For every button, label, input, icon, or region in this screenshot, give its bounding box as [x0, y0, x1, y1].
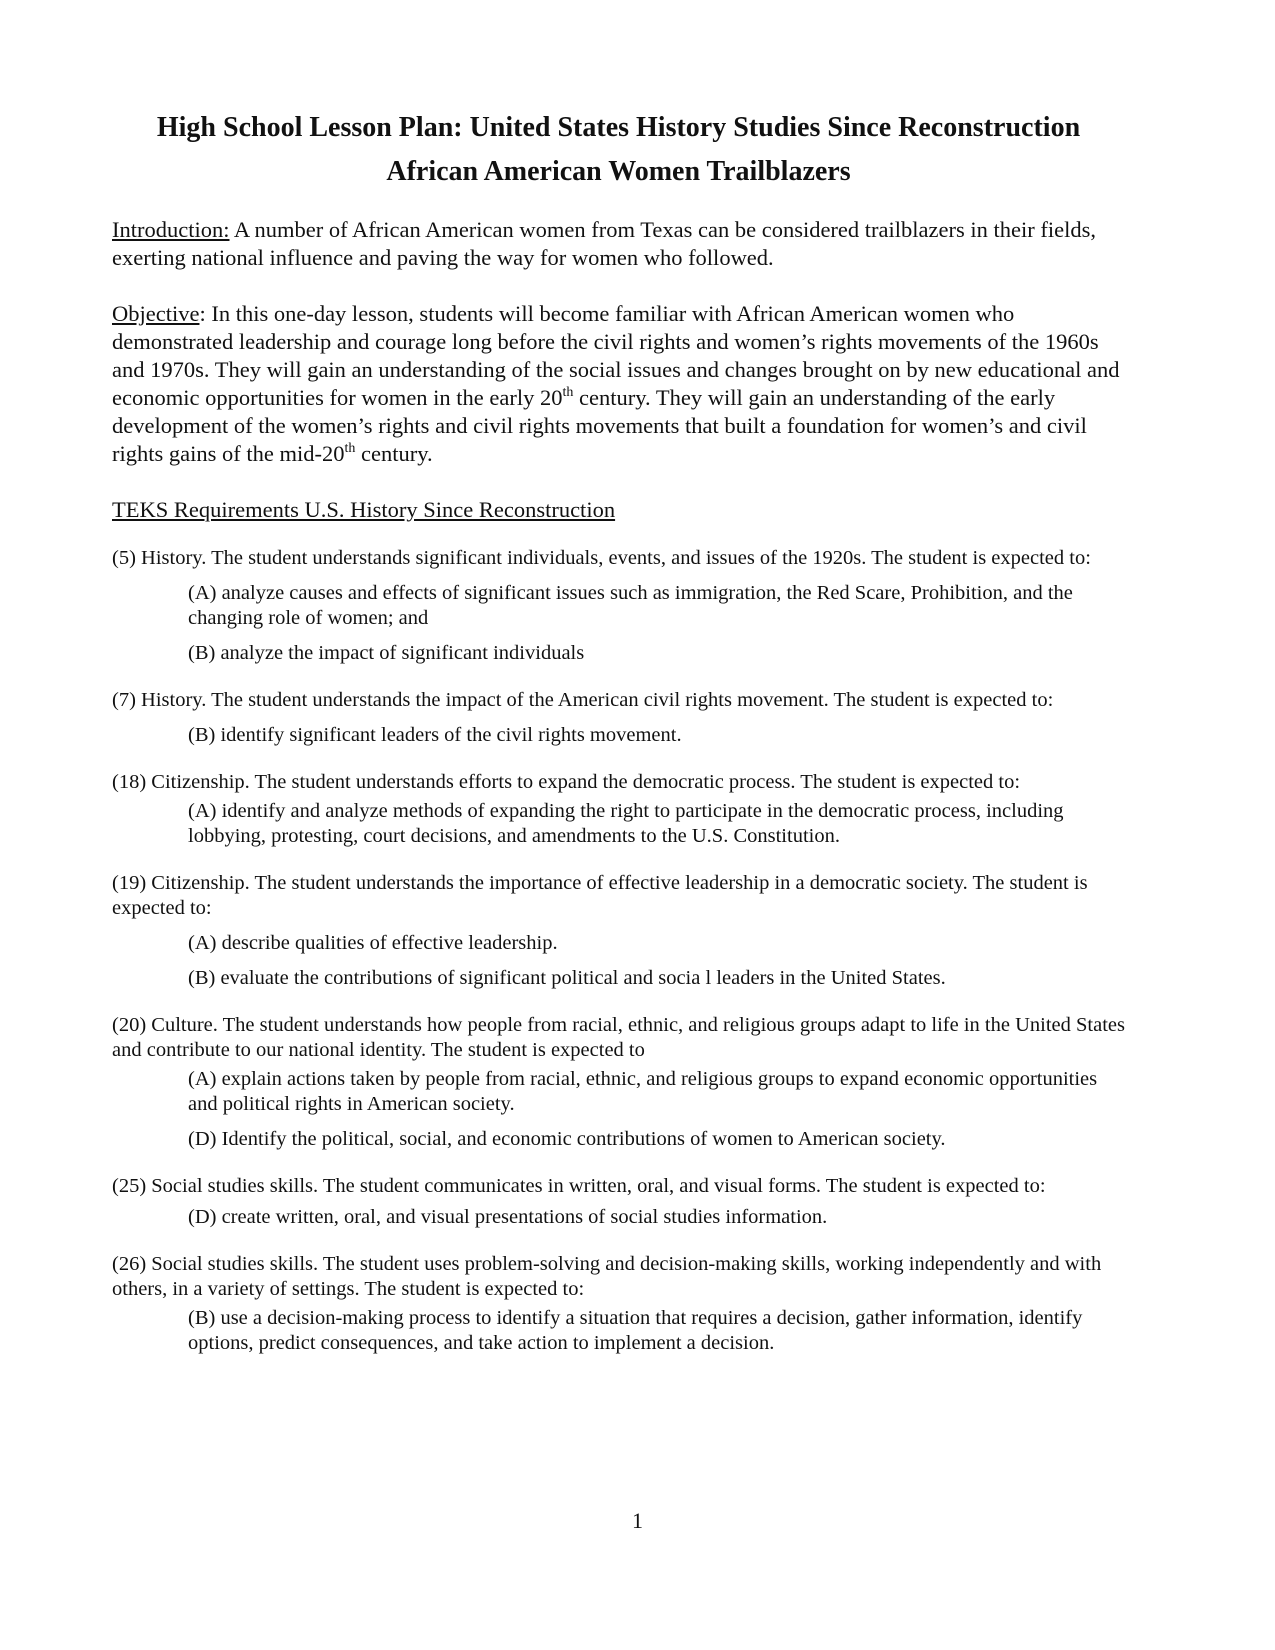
standard-text: (20) Culture. The student understands how people from racial, ethnic, and religious groups adapt to life in the United States and contribute to our national identity. The student is expected to — [112, 1014, 1125, 1061]
superscript: th — [562, 385, 574, 400]
standard-items — [112, 1205, 1125, 1230]
standard-item: (B) identify significant leaders of the civil rights movement. — [188, 724, 682, 746]
standard-items — [112, 581, 1125, 666]
standard-items — [112, 1306, 1125, 1356]
standard-item: (D) Identify the political, social, and economic contributions of women to American society. — [188, 1128, 946, 1150]
superscript: th — [344, 441, 356, 456]
standard-text: (7) History. The student understands the impact of the American civil rights movement. The student is expected to: — [112, 689, 1054, 711]
standard-5 — [112, 546, 1125, 666]
standard-item: (D) create written, oral, and visual presentations of social studies information. — [188, 1206, 828, 1228]
objective-text: : In this one-day lesson, students will become familiar with African American women who demonstrated leadership and courage long before the civil rights and women’s rights movements of the 1960s and 1970s. They will gain an understanding of the social issues and changes brought on by new educational and economic opportunities for women in the early 20 — [112, 301, 1120, 410]
standard-text: (18) Citizenship. The student understands efforts to expand the democratic process. The student is expected to: — [112, 771, 1021, 793]
standard-items — [112, 1067, 1125, 1152]
introduction-paragraph — [112, 216, 1125, 272]
standard-26 — [112, 1252, 1125, 1356]
document-title: High School Lesson Plan: United States History Studies Since Reconstruction — [156, 112, 1081, 143]
standard-text: (5) History. The student understands significant individuals, events, and issues of the 1920s. The student is expected to: — [112, 547, 1091, 569]
standard-item: (A) identify and analyze methods of expanding the right to participate in the democratic process, including lobbying, protesting, court decisions, and amendments to the U.S. Constitution. — [188, 800, 1064, 847]
standard-19 — [112, 871, 1125, 991]
standard-item: (A) describe qualities of effective leadership. — [188, 932, 558, 954]
standards-list — [112, 546, 1125, 1356]
introduction-text: A number of African American women from Texas can be considered trailblazers in their fields, exerting national influence and paving the way for women who followed. — [112, 217, 1096, 270]
standard-items — [112, 723, 1125, 748]
standard-20 — [112, 1013, 1125, 1152]
standard-item: (A) analyze causes and effects of significant issues such as immigration, the Red Scare, Prohibition, and the changing role of women; and — [188, 582, 1073, 629]
standard-text: (26) Social studies skills. The student uses problem-solving and decision-making skills, working independently and with others, in a variety of settings. The student is expected to: — [112, 1253, 1102, 1300]
standard-18 — [112, 770, 1125, 849]
teks-heading: TEKS Requirements U.S. History Since Reconstruction — [112, 497, 616, 522]
objective-paragraph — [112, 300, 1125, 468]
standard-item: (B) analyze the impact of significant individuals — [188, 642, 585, 664]
standard-item: (A) explain actions taken by people from racial, ethnic, and religious groups to expand economic opportunities and political rights in American society. — [188, 1068, 1098, 1115]
objective-text: century. — [355, 441, 433, 466]
objective-label: Objective — [112, 301, 200, 326]
introduction-label: Introduction: — [112, 217, 230, 242]
standard-text: (25) Social studies skills. The student communicates in written, oral, and visual forms. The student is expected to: — [112, 1175, 1046, 1197]
page-number: 1 — [632, 1508, 643, 1533]
standard-item: (B) use a decision-making process to identify a situation that requires a decision, gather information, identify options, predict consequences, and take action to implement a decision. — [188, 1307, 1083, 1354]
standard-items — [112, 799, 1125, 849]
standard-item: (B) evaluate the contributions of significant political and socia l leaders in the United States. — [188, 967, 946, 989]
standard-items — [112, 931, 1125, 991]
standard-text: (19) Citizenship. The student understands the importance of effective leadership in a democratic society. The student is expected to: — [112, 872, 1088, 919]
objective-text: century. They will gain an understanding of the early development of the women’s rights and civil rights movements that built a foundation for women’s and civil rights gains of the mid-20 — [112, 385, 1087, 466]
standard-25 — [112, 1174, 1125, 1230]
document-subtitle: African American Women Trailblazers — [386, 156, 851, 187]
standard-7 — [112, 688, 1125, 748]
